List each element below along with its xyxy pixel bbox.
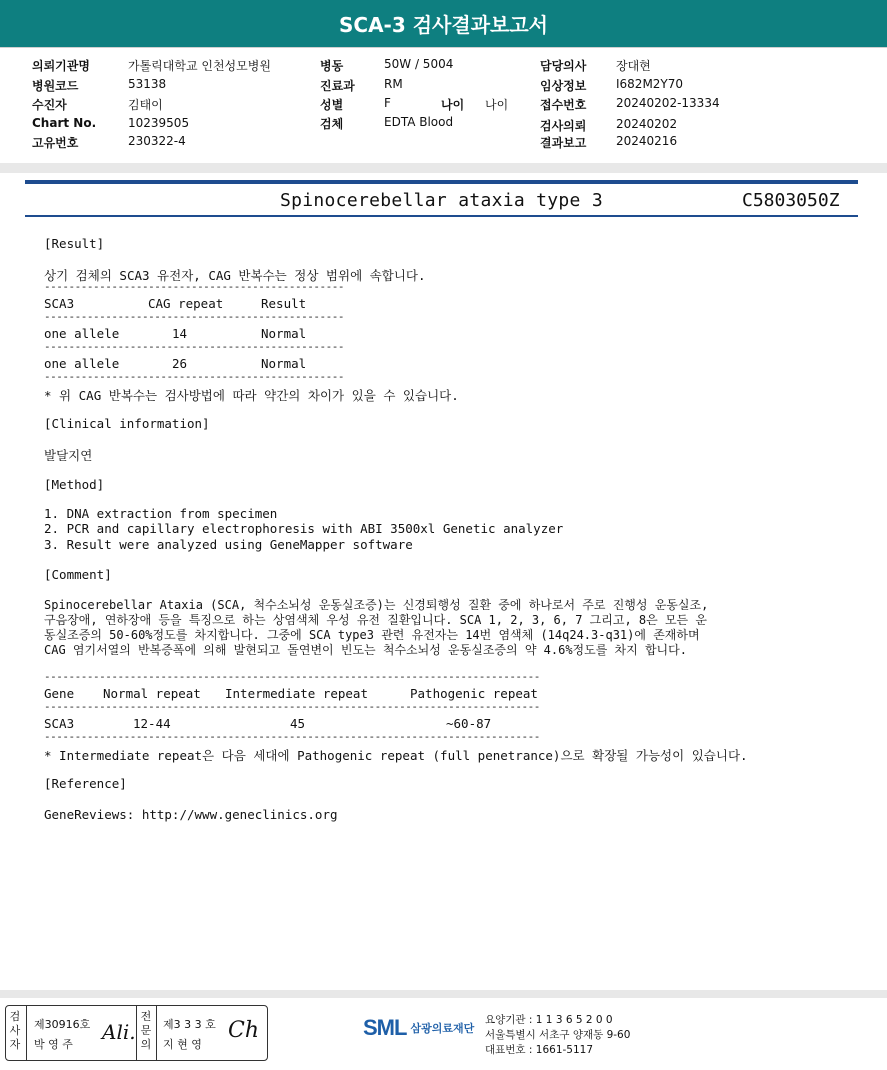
table-header-repeat: CAG repeat [148, 296, 224, 311]
comment-line: 구음장애, 연하장애 등을 특징으로 하는 상염색체 우성 유전 질환입니다. SCA 1, 2, 3, 6, 7 그리고, 8은 모든 운 [44, 613, 707, 627]
table-header-gene: Gene [44, 686, 75, 701]
separator [26, 1006, 27, 1060]
table-rule: ------------------------------------------------- [44, 280, 345, 293]
table-rule: ------------------------------------------------- [44, 310, 345, 323]
info-label: 임상정보 [540, 79, 587, 93]
table-header-gene: SCA3 [44, 296, 75, 311]
table-rule: ------------------------------------------------- [44, 370, 345, 383]
inspector-label-text: 검사자 [9, 1010, 21, 1051]
info-value: 가톨릭대학교 인천성모병원 [128, 59, 271, 73]
inspector-name: 박 영 주 [34, 1038, 73, 1051]
inspector-no: 제30916호 [34, 1018, 91, 1031]
signature-box [5, 1005, 268, 1061]
table-cell: one allele [44, 326, 120, 341]
result-note: * 위 CAG 반복수는 검사방법에 따라 약간의 차이가 있을 수 있습니다. [44, 388, 459, 403]
info-label: 병원코드 [32, 79, 79, 93]
info-label: 수진자 [32, 98, 67, 112]
org-code: 요양기관 : 1 1 3 6 5 2 0 0 [485, 1014, 613, 1026]
table-cell: Normal [261, 356, 307, 371]
info-label: 의뢰기관명 [32, 59, 90, 73]
method-step: 3. Result were analyzed using GeneMapper software [44, 537, 413, 552]
table-rule: --------------------------------------------------------------------------------- [44, 700, 540, 713]
info-value: RM [384, 77, 403, 91]
table-cell: one allele [44, 356, 120, 371]
info-value: 나이 [485, 98, 509, 112]
logo-subtitle: 삼광의료재단 [410, 1022, 475, 1035]
reviewer-name: 지 현 영 [163, 1038, 202, 1051]
table-cell: 45 [290, 716, 306, 731]
info-label: 성별 [320, 98, 344, 112]
info-value: 20240202-13334 [616, 96, 720, 110]
info-label: 병동 [320, 59, 344, 73]
divider-band [0, 163, 887, 173]
comment-note: * Intermediate repeat은 다음 세대에 Pathogenic repeat (full penetrance)으로 확장될 가능성이 있습니다. [44, 748, 748, 763]
table-cell: 26 [172, 356, 188, 371]
inspector-label [8, 1010, 22, 1052]
logo-mark: SML [363, 1015, 407, 1040]
clinical-heading: [Clinical information] [44, 416, 210, 431]
info-label: 고유번호 [32, 136, 79, 150]
method-step: 1. DNA extraction from specimen [44, 506, 278, 521]
table-header-intermediate: Intermediate repeat [225, 686, 368, 701]
table-cell: SCA3 [44, 716, 75, 731]
table-cell: Normal [261, 326, 307, 341]
info-value: I682M2Y70 [616, 77, 684, 91]
comment-line: 동실조증의 50-60%정도를 차지합니다. 그중에 SCA type3 관련 유전자는 14번 염색체 (14q24.3-q31)에 존재하며 [44, 628, 700, 642]
info-value: EDTA Blood [384, 115, 454, 129]
reviewer-label [139, 1010, 153, 1052]
table-cell: 12-44 [133, 716, 171, 731]
method-heading: [Method] [44, 477, 105, 492]
table-cell: 14 [172, 326, 188, 341]
info-label: 검체 [320, 117, 344, 131]
inspector-signature: Ali. [102, 1020, 136, 1044]
info-value: 김태이 [128, 98, 163, 112]
info-label: 접수번호 [540, 98, 587, 112]
sml-logo [363, 1015, 474, 1041]
info-value: 장대현 [616, 59, 651, 73]
info-label: 담당의사 [540, 59, 587, 73]
org-phone: 대표번호 : 1661-5117 [485, 1044, 594, 1056]
separator [156, 1006, 157, 1060]
footer-band [0, 990, 887, 998]
table-header-pathogenic: Pathogenic repeat [410, 686, 538, 701]
info-label: 검사의뢰 [540, 119, 587, 133]
info-value: 10239505 [128, 116, 190, 130]
comment-line: Spinocerebellar Ataxia (SCA, 척수소뇌성 운동실조증)는 신경퇴행성 질환 중에 하나로서 주로 진행성 운동실조, [44, 598, 709, 612]
info-value: 20240216 [616, 134, 678, 148]
comment-heading: [Comment] [44, 567, 112, 582]
reference-text: GeneReviews: http://www.geneclinics.org [44, 807, 338, 822]
report-title: SCA-3 검사결과보고서 [339, 13, 548, 37]
info-label: 나이 [441, 98, 465, 112]
table-header-result: Result [261, 296, 307, 311]
info-label: 결과보고 [540, 136, 587, 150]
organization-info [485, 1013, 630, 1058]
reviewer-signature: Ch [228, 1018, 260, 1043]
title-rule-bottom [25, 215, 858, 217]
reviewer-label-text: 전문의 [140, 1010, 152, 1051]
test-title: Spinocerebellar ataxia type 3 [280, 190, 603, 211]
info-label: Chart No. [32, 116, 97, 130]
info-value: 53138 [128, 77, 167, 91]
clinical-text: 발달지연 [44, 448, 93, 463]
info-label: 진료과 [320, 79, 355, 93]
result-heading: [Result] [44, 236, 105, 251]
table-rule: ------------------------------------------------- [44, 340, 345, 353]
table-cell: ~60-87 [446, 716, 492, 731]
table-rule: --------------------------------------------------------------------------------- [44, 670, 540, 683]
table-rule: --------------------------------------------------------------------------------- [44, 730, 540, 743]
reference-heading: [Reference] [44, 776, 127, 791]
table-header-normal: Normal repeat [103, 686, 201, 701]
info-value: 20240202 [616, 117, 678, 131]
report-header [0, 0, 887, 48]
info-value: 50W / 5004 [384, 57, 454, 71]
title-rule-top [25, 180, 858, 184]
info-value: 230322-4 [128, 134, 186, 148]
info-value: F [384, 96, 391, 110]
test-code: C5803050Z [742, 190, 840, 211]
method-step: 2. PCR and capillary electrophoresis with ABI 3500xl Genetic analyzer [44, 521, 564, 536]
patient-info [0, 55, 887, 155]
comment-line: CAG 염기서열의 반복증폭에 의해 발현되고 돌연변이 빈도는 척수소뇌성 운동실조증의 약 4.6%정도를 차지 합니다. [44, 643, 687, 657]
reviewer-no: 제3 3 3 호 [163, 1018, 216, 1031]
result-summary: 상기 검체의 SCA3 유전자, CAG 반복수는 정상 범위에 속합니다. [44, 268, 426, 283]
org-address: 서울특별시 서초구 양재동 9-60 [485, 1029, 631, 1041]
separator [136, 1006, 137, 1060]
